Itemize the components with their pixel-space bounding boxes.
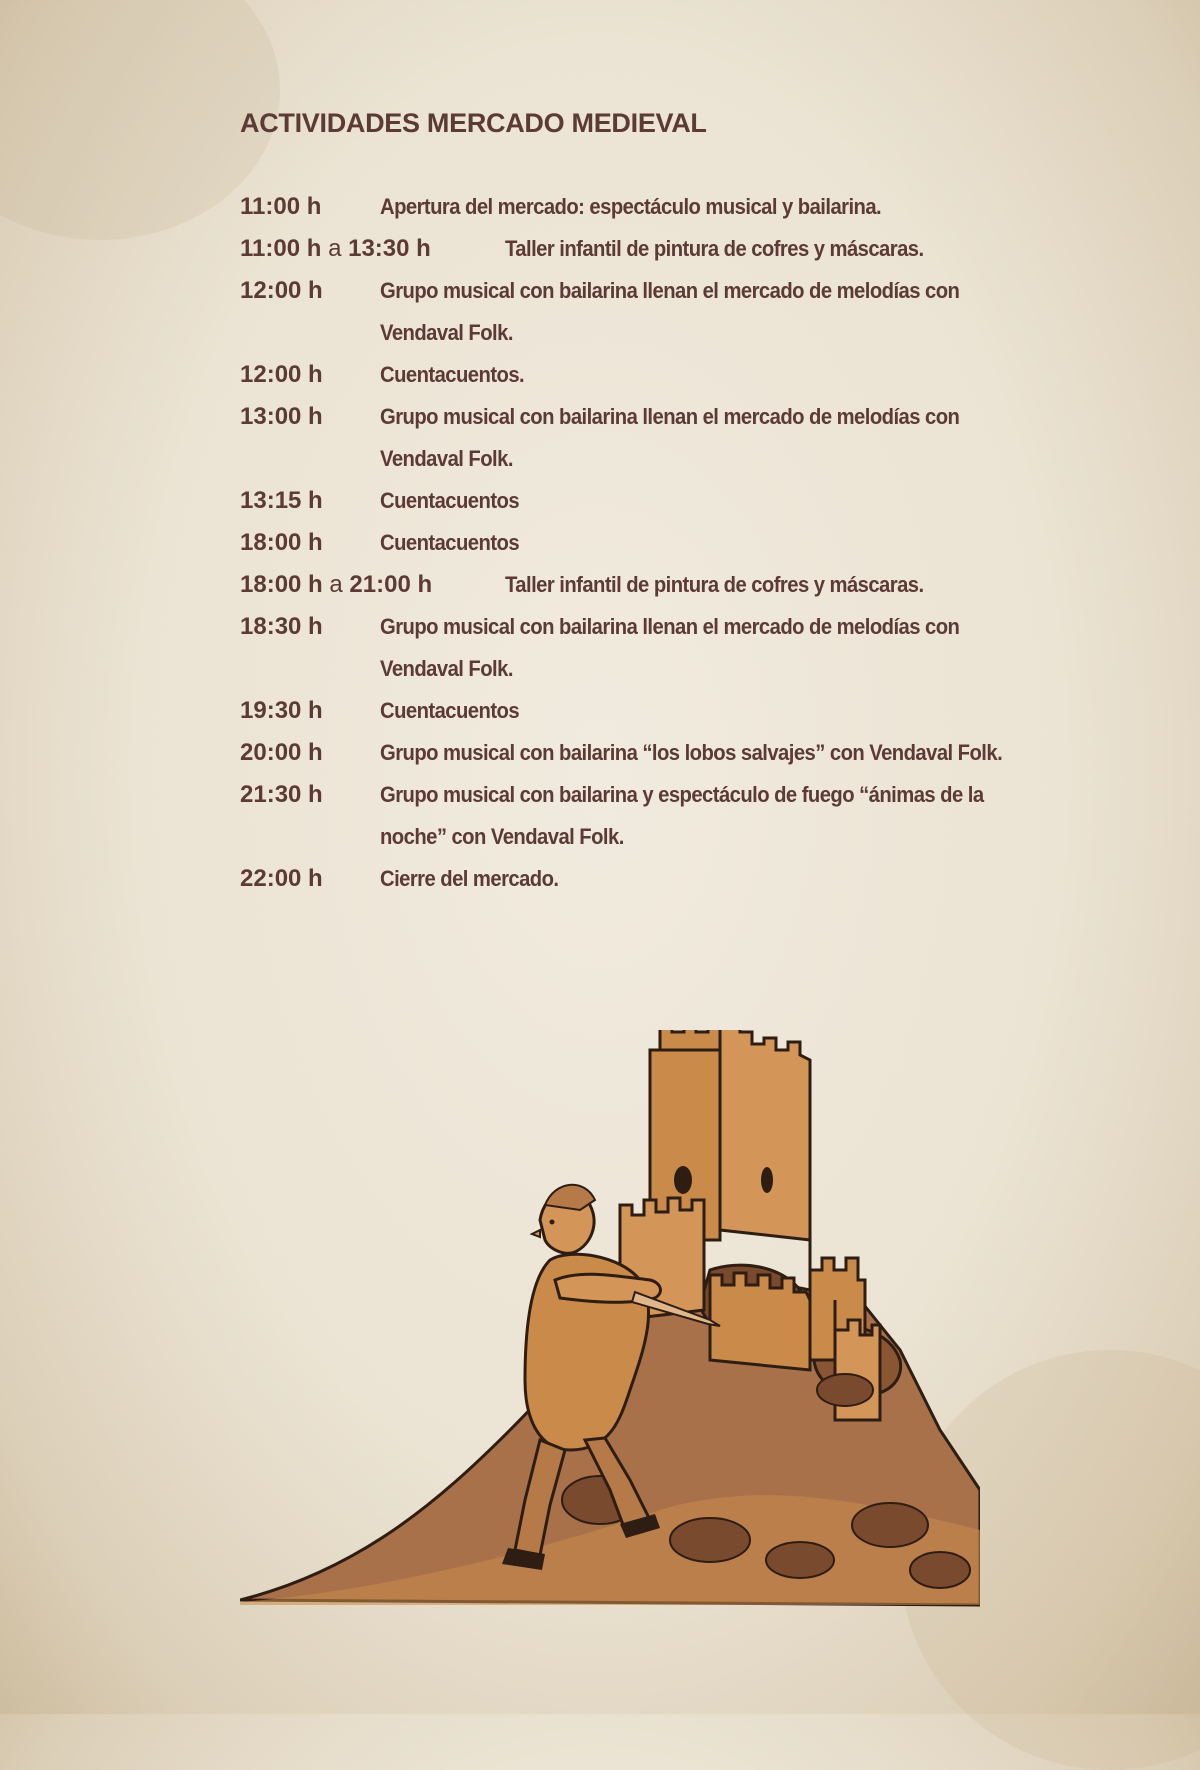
schedule-time: 19:30 h	[240, 697, 323, 724]
schedule-description: Cuentacuentos.	[380, 362, 525, 387]
schedule-description: Taller infantil de pintura de cofres y máscaras.	[505, 236, 924, 261]
schedule-time: 22:00 h	[240, 865, 323, 892]
schedule-row	[240, 732, 1060, 774]
schedule-description: Grupo musical con bailarina y espectáculo de fuego “ánimas de la noche” con Vendaval Folk.	[380, 782, 984, 849]
schedule-description: Cuentacuentos	[380, 488, 520, 513]
schedule-time: 21:30 h	[240, 781, 323, 808]
schedule-row	[240, 774, 1060, 858]
schedule-time-range	[240, 564, 505, 606]
schedule-description: Cuentacuentos	[380, 530, 520, 555]
schedule-row	[240, 396, 1060, 480]
schedule-time-end: 13:30 h	[348, 235, 431, 262]
schedule-row	[240, 606, 1060, 690]
schedule-row	[240, 354, 1060, 396]
schedule-time: 12:00 h	[240, 277, 323, 304]
schedule-time: 18:00 h	[240, 529, 323, 556]
schedule-time: 18:30 h	[240, 613, 323, 640]
schedule-time-end: 21:00 h	[349, 571, 433, 598]
schedule-time: 11:00 h	[240, 193, 322, 220]
schedule-description: Grupo musical con bailarina llenan el mercado de melodías con Vendaval Folk.	[380, 278, 960, 345]
schedule-row	[240, 564, 1060, 606]
schedule-time-connector: a	[328, 235, 342, 262]
schedule-row	[240, 186, 1060, 228]
schedule-list	[240, 186, 1060, 900]
schedule-row	[240, 858, 1060, 900]
schedule-description: Taller infantil de pintura de cofres y máscaras.	[505, 572, 924, 597]
schedule-time-start: 18:00 h	[240, 571, 323, 598]
schedule-row	[240, 480, 1060, 522]
schedule-description: Grupo musical con bailarina llenan el mercado de melodías con Vendaval Folk.	[380, 404, 960, 471]
page-title: ACTIVIDADES MERCADO MEDIEVAL	[240, 108, 707, 138]
castle-illustration	[240, 1030, 980, 1620]
schedule-time: 12:00 h	[240, 361, 323, 388]
schedule-time-start: 11:00 h	[240, 235, 322, 262]
schedule-time: 20:00 h	[240, 739, 323, 766]
schedule-description: Grupo musical con bailarina “los lobos salvajes” con Vendaval Folk.	[380, 740, 1003, 765]
schedule-row	[240, 522, 1060, 564]
schedule-description: Apertura del mercado: espectáculo musical y bailarina.	[380, 194, 882, 219]
paper-stain	[0, 0, 280, 240]
schedule-time: 13:15 h	[240, 487, 323, 514]
schedule-row	[240, 690, 1060, 732]
schedule-time-connector: a	[329, 571, 343, 598]
schedule-description: Cuentacuentos	[380, 698, 520, 723]
schedule-row	[240, 228, 1060, 270]
schedule-description: Cierre del mercado.	[380, 866, 559, 891]
schedule-time-range	[240, 228, 505, 270]
schedule-time: 13:00 h	[240, 403, 323, 430]
schedule-row	[240, 270, 1060, 354]
schedule-description: Grupo musical con bailarina llenan el mercado de melodías con Vendaval Folk.	[380, 614, 960, 681]
